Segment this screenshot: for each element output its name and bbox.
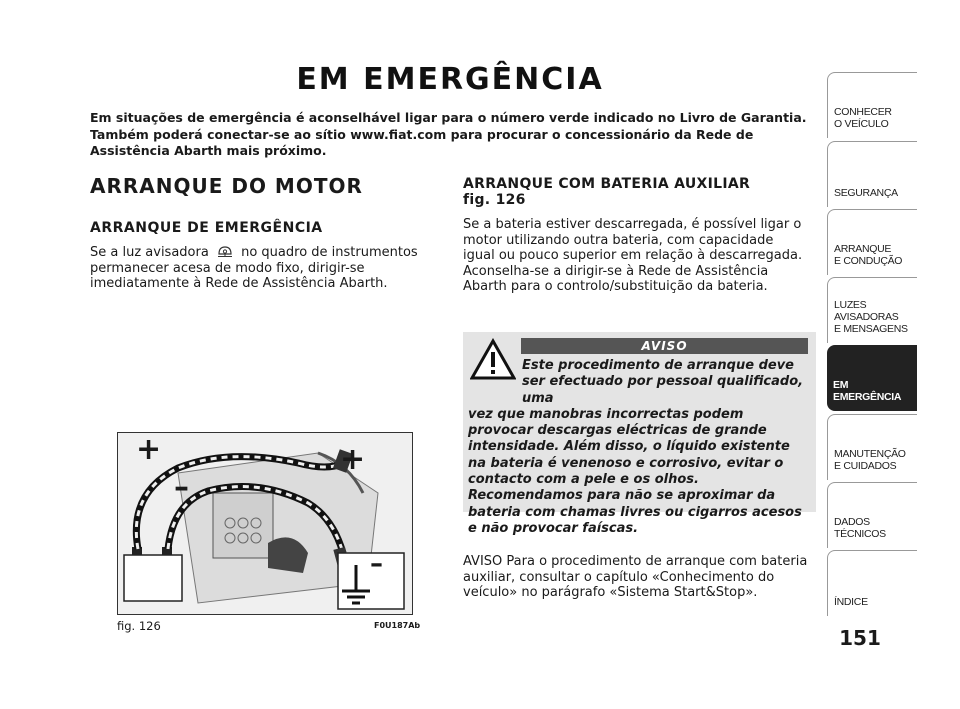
chapter-tab-label-line: E CUIDADOS: [834, 460, 897, 472]
auxiliary-battery-paragraph: Se a bateria estiver descarregada, é possível ligar o motor utilizando outra bateria, com capacidade igual ou pouco superior em relação à descarregada. Aconselha-se a dirigir-se à Rede de Assistência Abarth para o controlo/substituição da bateria.: [463, 217, 803, 294]
chapter-tab-label-line: O VEÍCULO: [834, 118, 889, 130]
plus-sign-car: +: [340, 442, 366, 477]
chapter-tab-label-line: LUZES: [834, 299, 867, 311]
chapter-tab-label-line: E MENSAGENS: [834, 323, 908, 335]
chapter-tab-label: [834, 106, 892, 130]
auxiliary-battery-heading: [463, 176, 750, 208]
chapter-tab-label-line: ARRANQUE: [834, 243, 892, 255]
chapter-tab-label-line: CONHECER: [834, 106, 892, 118]
chapter-tab-label-line: ÍNDICE: [834, 596, 868, 608]
chapter-tab-label-line: E CONDUÇÃO: [834, 255, 903, 267]
paragraph-text-end: no quadro de instrumentos permanecer acesa de modo fixo, dirigir-se imediatamente à Rede de Assistência Abarth.: [90, 245, 418, 291]
chapter-tab-label: [833, 379, 917, 403]
page-title: EM EMERGÊNCIA: [296, 62, 604, 97]
figure-code: F0U187Ab: [374, 621, 421, 630]
section-heading: ARRANQUE DO MOTOR: [90, 174, 363, 198]
chapter-tab[interactable]: [827, 550, 917, 616]
warning-text: [468, 358, 811, 537]
chapter-tab-label: [834, 299, 908, 335]
start-stop-note: AVISO Para o procedimento de arranque com bateria auxiliar, consultar o capítulo «Conhecimento do veículo» no parágrafo «Sistema Start&Stop».: [463, 554, 808, 600]
chapter-tab-label: [834, 187, 898, 199]
minus-sign-ground: –: [370, 549, 383, 579]
emergency-start-paragraph: [90, 244, 425, 292]
chapter-tab[interactable]: [827, 414, 917, 480]
chapter-tab-label-line: DADOS: [834, 516, 870, 528]
chapter-tab-label-line: EM EMERGÊNCIA: [833, 379, 902, 403]
warning-text-first: Este procedimento de arranque deve ser efectuado por pessoal qualificado, uma: [522, 358, 804, 406]
chapter-tab[interactable]: [827, 482, 917, 548]
chapter-tab-label-line: AVISADORAS: [834, 311, 899, 323]
chapter-tab[interactable]: [827, 345, 917, 411]
chapter-tab-label: [834, 243, 902, 267]
warning-label: AVISO: [521, 338, 808, 354]
subsection-heading: ARRANQUE DE EMERGÊNCIA: [90, 220, 323, 236]
chapter-tab-label-line: MANUTENÇÃO: [834, 448, 906, 460]
chapter-tab-label: [834, 596, 868, 608]
warning-text-rest: vez que manobras incorrectas podem provocar descargas eléctricas de grande intensidade. Além disso, o líquido existente na bateria é venenoso e corrosivo, evitar o contacto com a pele e os olhos. Recomendamos para não se aproximar da bateria com chamas livres ou cigarros acesos e não provocar faíscas.: [468, 406, 802, 536]
paragraph-text-start: Se a luz avisadora: [90, 245, 209, 260]
heading-figure-ref: fig. 126: [463, 192, 526, 208]
heading-line: ARRANQUE COM BATERIA AUXILIAR: [463, 176, 751, 192]
chapter-tab[interactable]: [827, 141, 917, 207]
chapter-tab-label: [834, 448, 906, 472]
page-number: 151: [839, 626, 881, 650]
chapter-tab-label-line: TÉCNICOS: [834, 528, 886, 540]
figure-jump-start: [117, 432, 413, 615]
jump-start-illustration: [118, 433, 412, 614]
chapter-tab[interactable]: [827, 72, 917, 138]
figure-caption: fig. 126: [117, 619, 161, 633]
chapter-tab-label: [834, 516, 886, 540]
intro-paragraph: Em situações de emergência é aconselhável ligar para o número verde indicado no Livro de Garantia. Também poderá conectar-se ao sítio www.fiat.com para procurar o concessionário da Rede de Assistência Abarth mais próximo.: [90, 110, 807, 158]
chapter-tab[interactable]: [827, 277, 917, 343]
chapter-tab-label-line: SEGURANÇA: [834, 187, 898, 199]
plus-sign-aux: +: [136, 432, 162, 467]
immobilizer-warning-icon: [216, 244, 234, 258]
minus-sign-aux: –: [174, 470, 189, 505]
chapter-tab[interactable]: [827, 209, 917, 275]
